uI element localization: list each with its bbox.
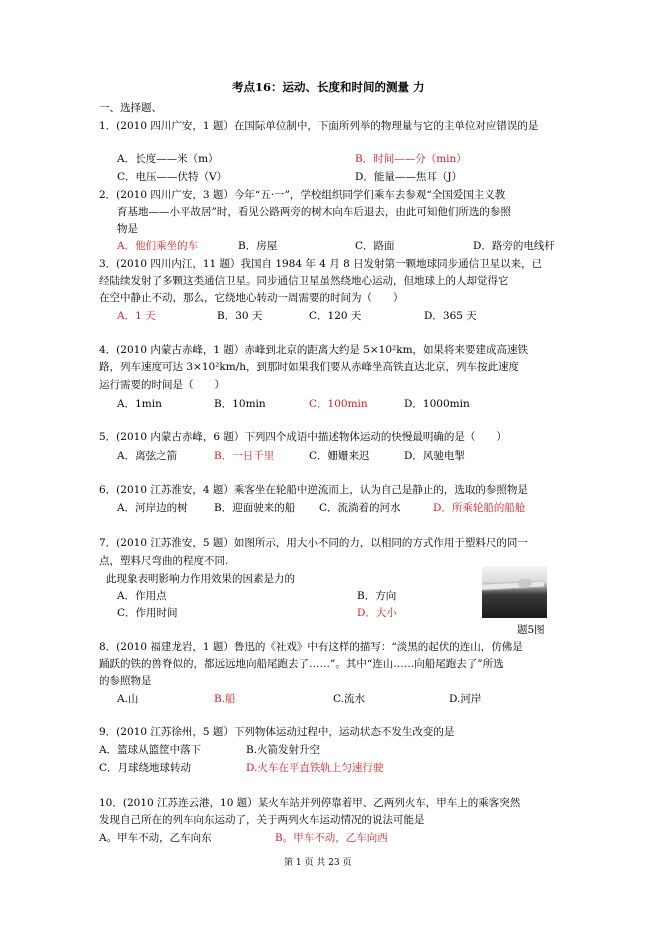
option-d: D．风驰电掣 [404, 450, 465, 462]
option-b-answer: B.船 [214, 693, 236, 705]
option-a: A．河岸边的树 [117, 502, 188, 514]
question-text: 点，塑料尺弯曲的程度不同. [99, 555, 229, 567]
option-a: A．作用点 [117, 590, 167, 602]
question-text: 4．(2010 内蒙古赤峰，1 题）赤峰到北京的距离大约是 5×10²km，如果将来要建成高速铁 [99, 344, 529, 356]
option-c-answer: C．100min [309, 398, 368, 410]
question-text: 6．(2010 江苏淮安，4 题）乘客坐在轮船中逆流而上，认为自己是静止的，选取的参照物是 [99, 484, 528, 496]
option-c: C．120 天 [309, 310, 362, 322]
option-b-answer: B。甲车不动，乙车向西 [275, 832, 388, 844]
question-text: 在空中静止不动，那么，它绕地心转动一周需要的时间为（ ） [99, 292, 404, 304]
question-text: 10．(2010 江苏连云港，10 题）某火车站并列停靠着甲、乙两列火车，甲车上的乘客突然 [99, 797, 521, 809]
option-b: B．10min [214, 398, 266, 410]
option-b: B．迎面驶来的船 [214, 502, 296, 514]
option-d: D．能量——焦耳（J） [355, 171, 463, 183]
option-c: C．作用时间 [117, 607, 178, 619]
question-text: 9．(2010 江苏徐州，5 题）下列物体运动过程中，运动状态不发生改变的是 [99, 726, 455, 738]
question-text: 的参照物是 [99, 675, 152, 687]
option-c: C．流淌着的河水 [319, 502, 401, 514]
option-c: C．路面 [355, 240, 395, 252]
question-text: 2．(2010 四川广安，3 题）今年“五·一”，学校组织同学们乘车去参观“全国爱国主义教 [99, 189, 506, 201]
option-b-answer: B．一日千里 [214, 450, 275, 462]
option-d: D.河岸 [449, 693, 482, 705]
option-b: B.火箭发射升空 [246, 744, 321, 756]
question-text: 5．(2010 内蒙古赤峰，6 题）下列四个成语中描述物体运动的快慢最明确的是（ ） [99, 431, 507, 443]
option-a-answer: A．他们乘坐的车 [117, 240, 199, 252]
question-text: 路，列车速度可达 3×10²km/h，到那时如果我们要从赤峰坐高铁直达北京，列车按此速度 [99, 361, 520, 373]
option-a: A．长度——米（m） [117, 153, 219, 165]
question-text: 踊跃的铁的兽脊似的，都远远地向船尾跑去了……”。其中“连山……向船尾跑去了”所选 [99, 658, 504, 670]
question-text: 物是 [117, 223, 138, 235]
plastic-ruler-shape [482, 580, 544, 590]
section-heading: 一、选择题、 [99, 102, 162, 114]
option-a: A。甲车不动，乙车向东 [99, 832, 212, 844]
page-footer: 第 1 页 共 23 页 [284, 858, 352, 868]
option-b: B．房屋 [238, 240, 278, 252]
ruler-bending-photo [482, 566, 547, 618]
option-d: D．路旁的电线杆 [473, 240, 555, 252]
page-title: 考点16：运动、长度和时间的测量 力 [232, 80, 425, 94]
question-text: 3．(2010 四川内江，11 题）我国自 1984 年 4 月 8 日发射第一颗地球同步通信卫星以来，已 [99, 258, 543, 270]
option-d-answer: D．所乘轮船的船舱 [433, 502, 526, 514]
option-c: C.流水 [333, 693, 365, 705]
question-text: 8．(2010 福建龙岩，1 题）鲁迅的《社戏》中有这样的描写：“淡黑的起伏的连山，仿佛是 [99, 641, 523, 653]
question-text: 运行需要的时间是（ ） [99, 379, 225, 391]
option-a: A.山 [117, 693, 139, 705]
option-a: A．离弦之箭 [117, 450, 178, 462]
option-b-answer: B．时间——分（min） [355, 153, 467, 165]
question-text: 经陆续发射了多颗这类通信卫星。同步通信卫星虽然绕地心运动，但地球上的人却觉得它 [99, 275, 509, 287]
question-text: 1．(2010 四川广安，1 题）在国际单位制中，下面所列举的物理量与它的主单位对应错误的是 [99, 120, 539, 132]
figure-caption: 题5图 [517, 624, 545, 636]
option-a: A．1min [117, 398, 162, 410]
option-b: B．30 天 [217, 310, 263, 322]
option-a: A．篮球从篮筐中落下 [99, 744, 202, 756]
option-d-answer: D.火车在平直铁轨上匀速行驶 [246, 762, 384, 774]
option-d: D．365 天 [424, 310, 477, 322]
option-c: C．电压——伏特（V） [117, 171, 228, 183]
question-text: 育基地——小平故居”时，看见公路两旁的树木向车后退去，由此可知他们所选的参照 [117, 206, 511, 218]
question-text: 7．(2010 江苏淮安，5 题）如图所示，用大小不同的力，以相同的方式作用于塑料尺的同一 [99, 537, 528, 549]
question-text: 发现自己所在的列车向东运动了，关于两列火车运动情况的说法可能是 [99, 814, 425, 826]
finger-shape [518, 579, 532, 587]
option-d-answer: D．大小 [357, 607, 397, 619]
option-c: C．姗姗来迟 [309, 450, 370, 462]
option-d: D．1000min [404, 398, 470, 410]
option-a-answer: A．1 天 [117, 310, 156, 322]
option-b: B．方向 [357, 590, 397, 602]
option-c: C．月球绕地球转动 [99, 762, 192, 774]
question-text: 此现象表明影响力作用效果的因素是力的 [106, 573, 295, 585]
